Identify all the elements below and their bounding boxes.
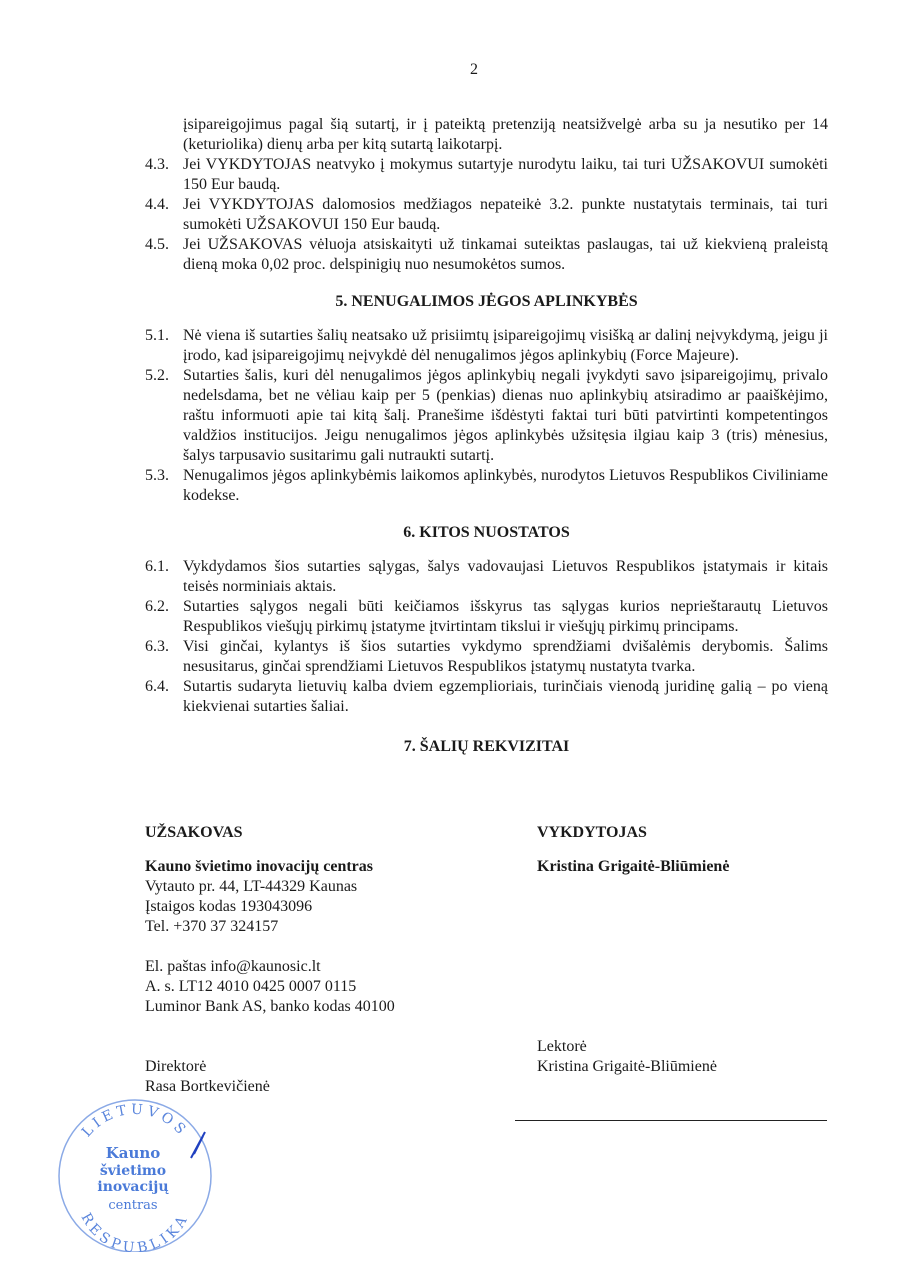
contractor-role: VYKDYTOJAS — [537, 824, 647, 841]
svg-text:LIETUVOS — [79, 1102, 191, 1141]
section-6-heading: 6. KITOS NUOSTATOS — [403, 524, 570, 541]
section-6-items — [145, 557, 828, 717]
document-body — [145, 115, 828, 771]
clause-number: 5.2. — [145, 367, 169, 384]
clause-text: Nė viena iš sutarties šalių neatsako už prisiimtų įsipareigojimų visišką ar dalinį neįvykdymą, jeigu ji įrodo, kad įsipareigojimų neįvykdė dėl nenugalimos jėgos aplinkybių (Force Majeure). — [183, 327, 828, 364]
clause-number: 5.3. — [145, 467, 169, 484]
clause — [145, 326, 828, 366]
clause — [145, 597, 828, 637]
clause-number: 6.2. — [145, 598, 169, 615]
customer-email: El. paštas info@kaunosic.lt — [145, 958, 321, 975]
clause-text: Sutarties šalis, kuri dėl nenugalimos jėgos aplinkybių negali įvykdyti savo įsipareigojimų, privalo nedelsdama, bet ne vėliau kaip per 5 (penkias) dienas nuo aplinkybių atsiradimo ar paaiškėjimo, raštu informuoti apie tai kitą šalį. Pranešime išdėstyti faktai turi būti patvirtinti kompetentingos valdžios institucijos. Jeigu nenugalimos jėgos aplinkybės užsitęsia ilgiau kaip 3 (tris) mėnesius, šalys tarpusavio susitarimu gali nutraukti sutartį. — [183, 367, 828, 464]
clause — [145, 677, 828, 717]
clause-text: Jei UŽSAKOVAS vėluoja atsiskaityti už tinkamai suteiktas paslaugas, tai už kiekvieną praleistą dieną moka 0,02 proc. delspinigių nuo nesumokėtos sumos. — [183, 236, 828, 273]
customer-address: Vytauto pr. 44, LT-44329 Kaunas — [145, 878, 358, 895]
clause-number: 4.5. — [145, 236, 169, 253]
customer-name: Kauno švietimo inovacijų centras — [145, 858, 373, 875]
stamp-line-4: centras — [108, 1198, 158, 1213]
stamp-top-text: LIETUVOS — [78, 1101, 192, 1141]
customer-account: A. s. LT12 4010 0425 0007 0115 — [145, 978, 357, 995]
clause-text: Jei VYKDYTOJAS neatvyko į mokymus sutartyje nurodytu laiku, tai turi UŽSAKOVUI sumokėti 150 Eur baudą. — [183, 156, 828, 193]
clause-text: Jei VYKDYTOJAS dalomosios medžiagos nepateikė 3.2. punkte nustatytais terminais, tai turi sumokėti UŽSAKOVUI 150 Eur baudą. — [183, 196, 828, 233]
stamp-bottom-text: RESPUBLIKA — [77, 1210, 193, 1252]
section-5-heading: 5. NENUGALIMOS JĖGOS APLINKYBĖS — [335, 293, 638, 310]
stamp-line-1: Kauno — [105, 1144, 161, 1162]
customer-signatory: Rasa Bortkevičienė — [145, 1078, 270, 1095]
contractor-details — [537, 823, 837, 1077]
contractor-position: Lektorė — [537, 1038, 587, 1055]
clause — [145, 155, 828, 195]
signature-line — [515, 1120, 827, 1121]
clause-text: Vykdydamos šios sutarties sąlygas, šalys vadovaujasi Lietuvos Respublikos įstatymais ir kitais teisės norminiais aktais. — [183, 558, 828, 595]
clause — [145, 235, 828, 275]
clause-number: 6.4. — [145, 678, 169, 695]
page-number: 2 — [470, 61, 478, 78]
clause — [145, 557, 828, 597]
svg-text:RESPUBLIKA — [78, 1210, 193, 1252]
customer-details — [145, 823, 525, 1097]
section-7-heading: 7. ŠALIŲ REKVIZITAI — [403, 738, 570, 755]
customer-code: Įstaigos kodas 193043096 — [145, 898, 313, 915]
clause-number: 4.4. — [145, 196, 169, 213]
clause-text: Visi ginčai, kylantys iš šios sutarties vykdymo sprendžiami dvišalėmis derybomis. Šalims nesusitarus, ginčai sprendžiami Lietuvos Respublikos įstatymų nustatyta tvarka. — [183, 638, 828, 675]
clause-text: Sutartis sudaryta lietuvių kalba dviem egzemplioriais, turinčiais vienodą juridinę galią – po vieną kiekvienai sutarties šaliai. — [183, 678, 828, 715]
signature-mark — [191, 1132, 205, 1158]
clause-text: Sutarties sąlygos negali būti keičiamos išskyrus tas sąlygas kurios neprieštarautų Lietuvos Respublikos viešųjų pirkimų įstatyme įtvirtintam tikslui ir viešųjų pirkimų principams. — [183, 598, 828, 635]
official-stamp — [55, 1092, 215, 1252]
section-4-items — [145, 155, 828, 275]
clause-text: Nenugalimos jėgos aplinkybėmis laikomos aplinkybės, nurodytos Lietuvos Respublikos Civiliniame kodekse. — [183, 467, 828, 504]
contractor-signatory: Kristina Grigaitė-Bliūmienė — [537, 1058, 717, 1075]
contractor-name: Kristina Grigaitė-Bliūmienė — [537, 858, 730, 875]
clause-number: 6.3. — [145, 638, 169, 655]
customer-role: UŽSAKOVAS — [145, 824, 243, 841]
customer-position: Direktorė — [145, 1058, 207, 1075]
clause — [145, 466, 828, 506]
clause — [145, 366, 828, 466]
customer-phone: Tel. +370 37 324157 — [145, 918, 279, 935]
clause-number: 6.1. — [145, 558, 169, 575]
clause — [145, 195, 828, 235]
stamp-line-3: inovacijų — [97, 1179, 169, 1195]
stamp-line-2: švietimo — [99, 1163, 167, 1179]
continuation-paragraph: įsipareigojimus pagal šią sutartį, ir į pateiktą pretenziją neatsižvelgė arba su ja nesutiko per 14 (keturiolika) dienų arba per kitą sutartą laikotarpį. — [183, 116, 828, 153]
clause-number: 4.3. — [145, 156, 169, 173]
customer-bank: Luminor Bank AS, banko kodas 40100 — [145, 998, 395, 1015]
clause — [145, 637, 828, 677]
section-5-items — [145, 326, 828, 506]
clause-number: 5.1. — [145, 327, 169, 344]
